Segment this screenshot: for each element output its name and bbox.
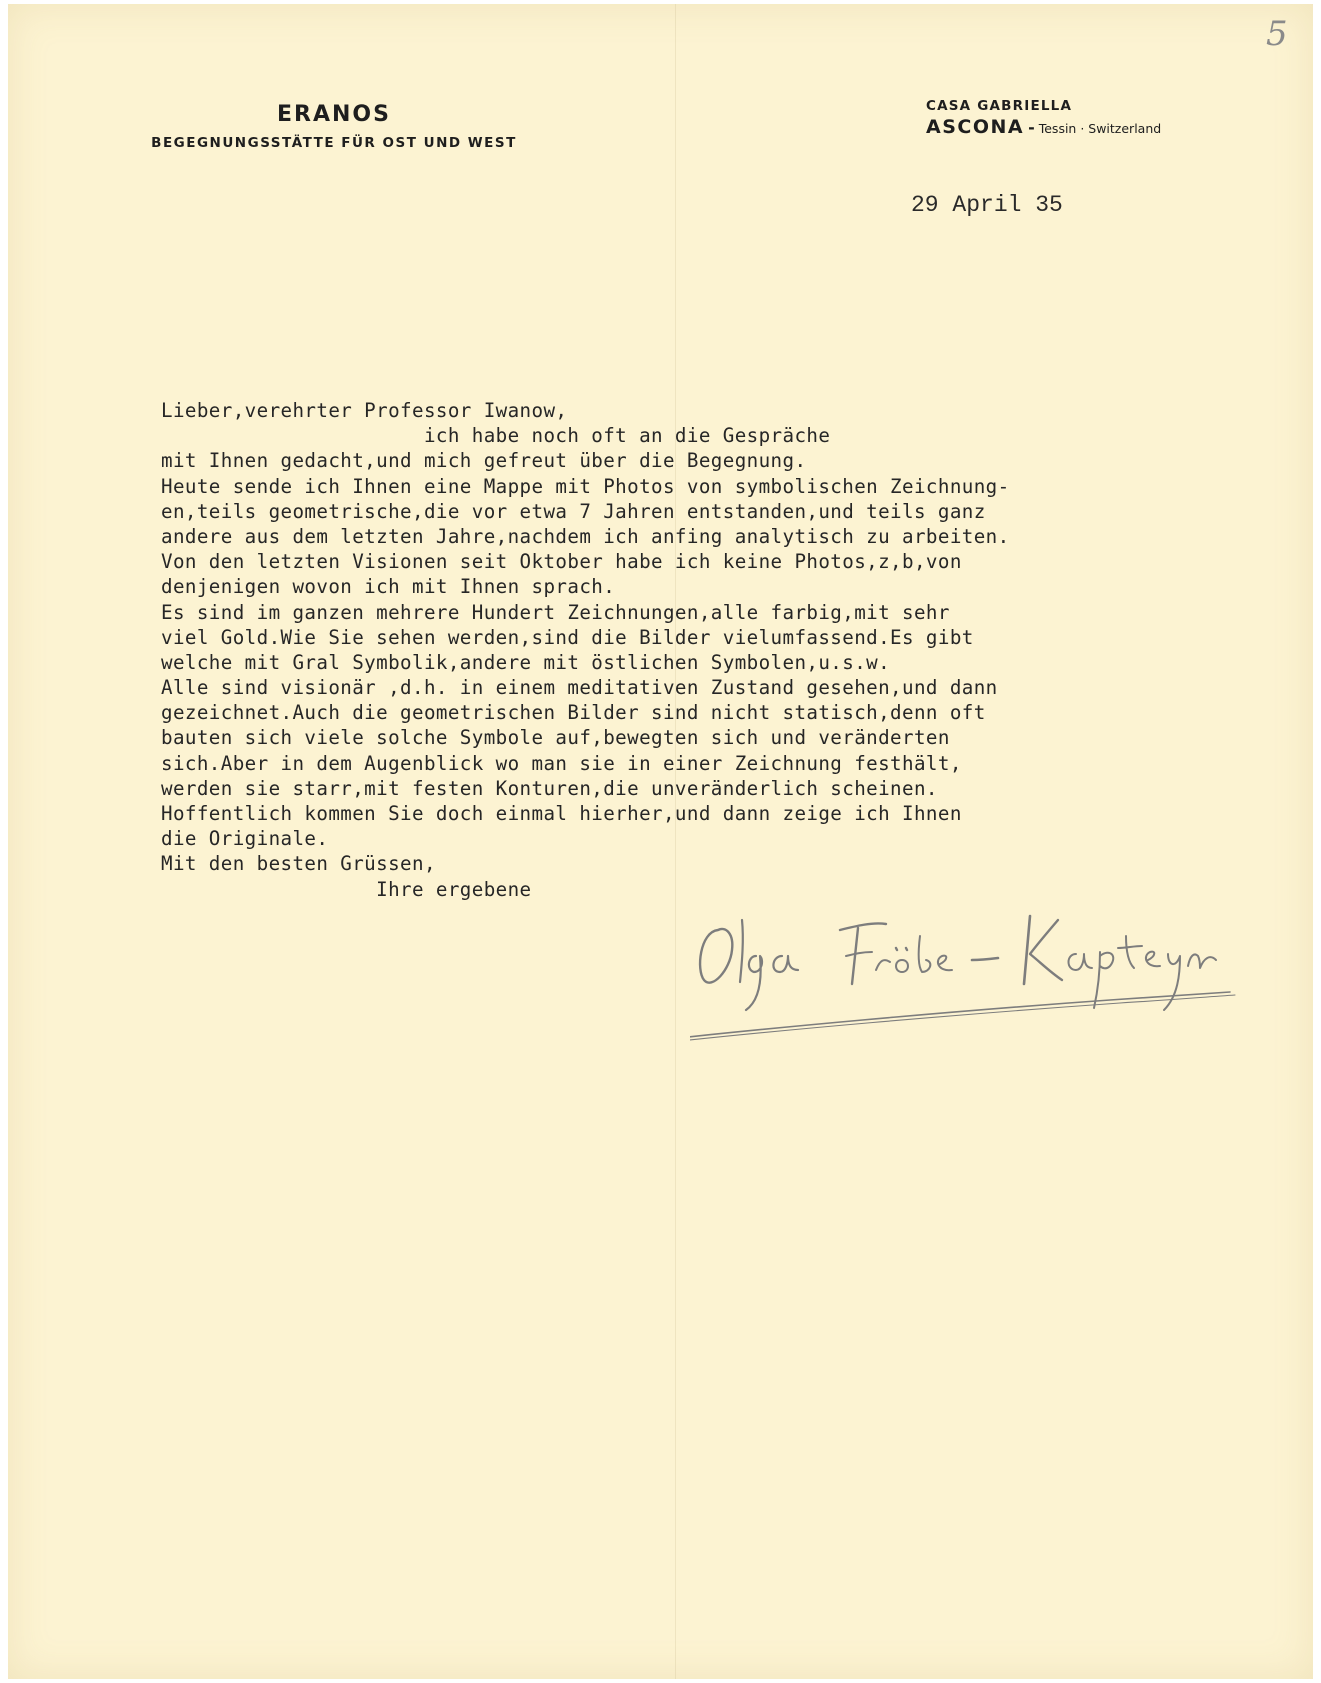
letterhead-left	[94, 102, 574, 151]
letter-body	[161, 398, 1281, 902]
body-line: Hoffentlich kommen Sie doch einmal hierher,und dann zeige ich Ihnen	[161, 802, 962, 825]
letterhead-separator: -	[1028, 118, 1035, 137]
letterhead-place: Tessin · Switzerland	[1038, 121, 1162, 136]
letterhead-house-name: CASA GABRIELLA	[926, 98, 1073, 114]
body-line: denjenigen wovon ich mit Ihnen sprach.	[161, 575, 616, 599]
body-line: welche mit Gral Symbolik,andere mit östlichen Symbolen,u.s.w.	[161, 650, 891, 674]
letterhead-city: ASCONA	[926, 116, 1025, 138]
body-line: mit Ihnen gedacht,und mich gefreut über die Begegnung.	[161, 449, 807, 473]
letterhead-subtitle: BEGEGNUNGSSTÄTTE FÜR OST UND WEST	[151, 135, 517, 151]
body-line: werden sie starr,mit festen Konturen,die unveränderlich scheinen.	[161, 776, 938, 800]
body-line: Von den letzten Visionen seit Oktober habe ich keine Photos,z,b,von	[161, 550, 962, 574]
letterhead-city-line	[926, 116, 1161, 138]
page-number-mark: 5	[1266, 14, 1288, 54]
body-line: Heute sende ich Ihnen eine Mappe mit Photos von symbolischen Zeichnung-	[161, 474, 1010, 498]
closing: Mit den besten Grüssen,	[161, 852, 436, 876]
body-line: die Originale.	[161, 827, 329, 851]
body-line: ich habe noch oft an die Gespräche	[161, 424, 831, 448]
body-line: sich.Aber in dem Augenblick wo man sie in einer Zeichnung festhält,	[161, 751, 962, 775]
letterhead-title: ERANOS	[277, 102, 391, 127]
body-line: Es sind im ganzen mehrere Hundert Zeichnungen,alle farbig,mit sehr	[161, 600, 950, 624]
body-line: gezeichnet.Auch die geometrischen Bilder sind nicht statisch,denn oft	[161, 701, 986, 725]
body-line: viel Gold.Wie Sie sehen werden,sind die Bilder vielumfassend.Es gibt	[161, 625, 974, 649]
body-line: bauten sich viele solche Symbole auf,bewegten sich und veränderten	[161, 726, 950, 750]
letterhead-address	[926, 98, 1161, 138]
salutation: Lieber,verehrter Professor Iwanow,	[161, 399, 568, 422]
handwritten-signature	[690, 900, 1290, 1150]
body-line: andere aus dem letzten Jahre,nachdem ich anfing analytisch zu arbeiten.	[161, 524, 1010, 548]
body-line: Alle sind visionär ,d.h. in einem meditativen Zustand gesehen,und dann	[161, 676, 998, 700]
closing-sign-off: Ihre ergebene	[161, 877, 532, 901]
body-line: en,teils geometrische,die vor etwa 7 Jahren entstanden,und teils ganz	[161, 499, 986, 523]
letter-date: 29 April 35	[911, 192, 1063, 218]
